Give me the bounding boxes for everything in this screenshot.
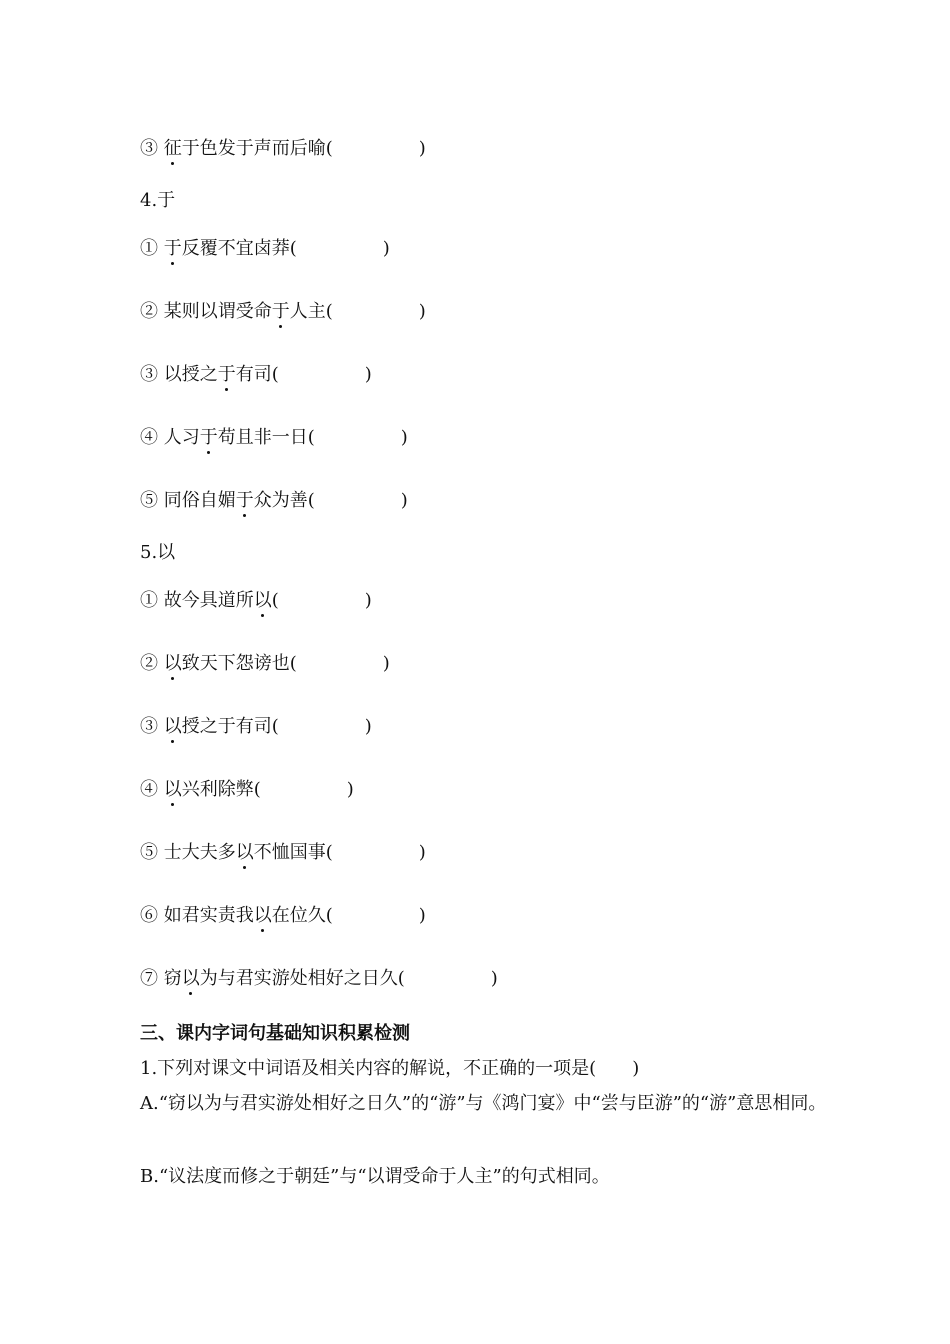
item-text-pre: 故今具道所 — [163, 590, 254, 611]
answer-paren-open: ( — [271, 590, 279, 611]
exercise-item — [140, 300, 426, 324]
item-number: ⑥ — [140, 905, 158, 926]
item-number: ⑤ — [140, 490, 158, 511]
answer-paren-open: ( — [325, 842, 333, 863]
item-text-post: 致天下怨谤也 — [181, 653, 290, 674]
answer-paren-close: ) — [400, 427, 408, 448]
answer-paren-close: ) — [382, 653, 390, 674]
exercise-item — [140, 904, 426, 928]
question-stem: 1.下列对课文中词语及相关内容的解说，不正确的一项是( ) — [140, 1058, 640, 1079]
item-text-pre: 如君实责我 — [163, 905, 254, 926]
answer-paren-open: ( — [307, 427, 315, 448]
answer-paren-open: ( — [253, 779, 261, 800]
item-text-post: 苟且非一日 — [217, 427, 308, 448]
item-text-dotted: 于 — [217, 364, 236, 385]
answer-paren-close: ) — [382, 238, 390, 259]
item-text-dotted: 以 — [181, 968, 200, 989]
item-text-post: 为与君实游处相好之日久 — [199, 968, 398, 989]
answer-paren-close: ) — [418, 905, 426, 926]
answer-paren-close: ) — [418, 842, 426, 863]
answer-paren-open: ( — [397, 968, 405, 989]
group-heading: 4.于 — [140, 190, 176, 211]
item-text-dotted: 以 — [253, 905, 272, 926]
answer-paren-close: ) — [418, 138, 426, 159]
answer-paren-open: ( — [307, 490, 315, 511]
item-number: ④ — [140, 779, 158, 800]
item-text-dotted: 以 — [163, 779, 182, 800]
item-number: ④ — [140, 427, 158, 448]
item-text-pre: 士大夫多 — [163, 842, 236, 863]
option-a: A.“窃以为与君实游处相好之日久”的“游”与《鸿门宴》中“尝与臣游”的“游”意思相同。 — [140, 1093, 827, 1114]
item-text-dotted: 征 — [163, 138, 182, 159]
answer-paren-open: ( — [325, 138, 333, 159]
answer-paren-open: ( — [271, 716, 279, 737]
answer-paren-close: ) — [364, 590, 372, 611]
item-text-post: 人主 — [289, 301, 326, 322]
item-number: ③ — [140, 364, 158, 385]
exercise-item — [140, 967, 498, 991]
exercise-item — [140, 589, 372, 613]
item-text-post: 授之于有司 — [181, 716, 272, 737]
answer-paren-close: ) — [490, 968, 498, 989]
option-b: B.“议法度而修之于朝廷”与“以谓受命于人主”的句式相同。 — [140, 1166, 610, 1187]
item-text-dotted: 以 — [163, 716, 182, 737]
answer-paren-open: ( — [271, 364, 279, 385]
answer-paren-close: ) — [418, 301, 426, 322]
item-text-pre: 以授之 — [163, 364, 218, 385]
item-text-post: 不恤国事 — [253, 842, 326, 863]
item-number: ② — [140, 301, 158, 322]
item-text-pre: 同俗自媚 — [163, 490, 236, 511]
exercise-item — [140, 841, 426, 865]
item-text-dotted: 以 — [253, 590, 272, 611]
answer-paren-open: ( — [325, 905, 333, 926]
exercise-item — [140, 715, 372, 739]
item-text-post: 有司 — [235, 364, 272, 385]
item-text-dotted: 以 — [163, 653, 182, 674]
answer-paren-close: ) — [364, 716, 372, 737]
item-text-post: 兴利除弊 — [181, 779, 254, 800]
item-text-dotted: 于 — [199, 427, 218, 448]
item-number: ⑦ — [140, 968, 158, 989]
exercise-item — [140, 363, 372, 387]
item-text-post: 于色发于声而后喻 — [181, 138, 326, 159]
item-number: ③ — [140, 138, 158, 159]
item-text-pre: 窃 — [163, 968, 182, 989]
item-text-pre: 人习 — [163, 427, 200, 448]
item-text-dotted: 于 — [235, 490, 254, 511]
exercise-item — [140, 489, 408, 513]
item-text-pre: 某则以谓受命 — [163, 301, 272, 322]
exercise-item — [140, 237, 390, 261]
exercise-item — [140, 652, 390, 676]
answer-paren-open: ( — [289, 653, 297, 674]
item-text-post: 反覆不宜卤莽 — [181, 238, 290, 259]
group-heading: 5.以 — [140, 542, 176, 563]
item-number: ① — [140, 590, 158, 611]
item-number: ③ — [140, 716, 158, 737]
item-text-post: 众为善 — [253, 490, 308, 511]
item-number: ⑤ — [140, 842, 158, 863]
answer-paren-open: ( — [289, 238, 297, 259]
item-text-dotted: 以 — [235, 842, 254, 863]
exercise-item — [140, 137, 426, 161]
answer-paren-close: ) — [364, 364, 372, 385]
item-text-dotted: 于 — [271, 301, 290, 322]
exercise-item — [140, 426, 408, 450]
item-text-post: 在位久 — [271, 905, 326, 926]
answer-paren-close: ) — [346, 779, 354, 800]
item-number: ① — [140, 238, 158, 259]
section-title: 三、课内字词句基础知识积累检测 — [140, 1023, 410, 1044]
item-number: ② — [140, 653, 158, 674]
answer-paren-close: ) — [400, 490, 408, 511]
item-text-dotted: 于 — [163, 238, 182, 259]
answer-paren-open: ( — [325, 301, 333, 322]
exercise-item — [140, 778, 354, 802]
